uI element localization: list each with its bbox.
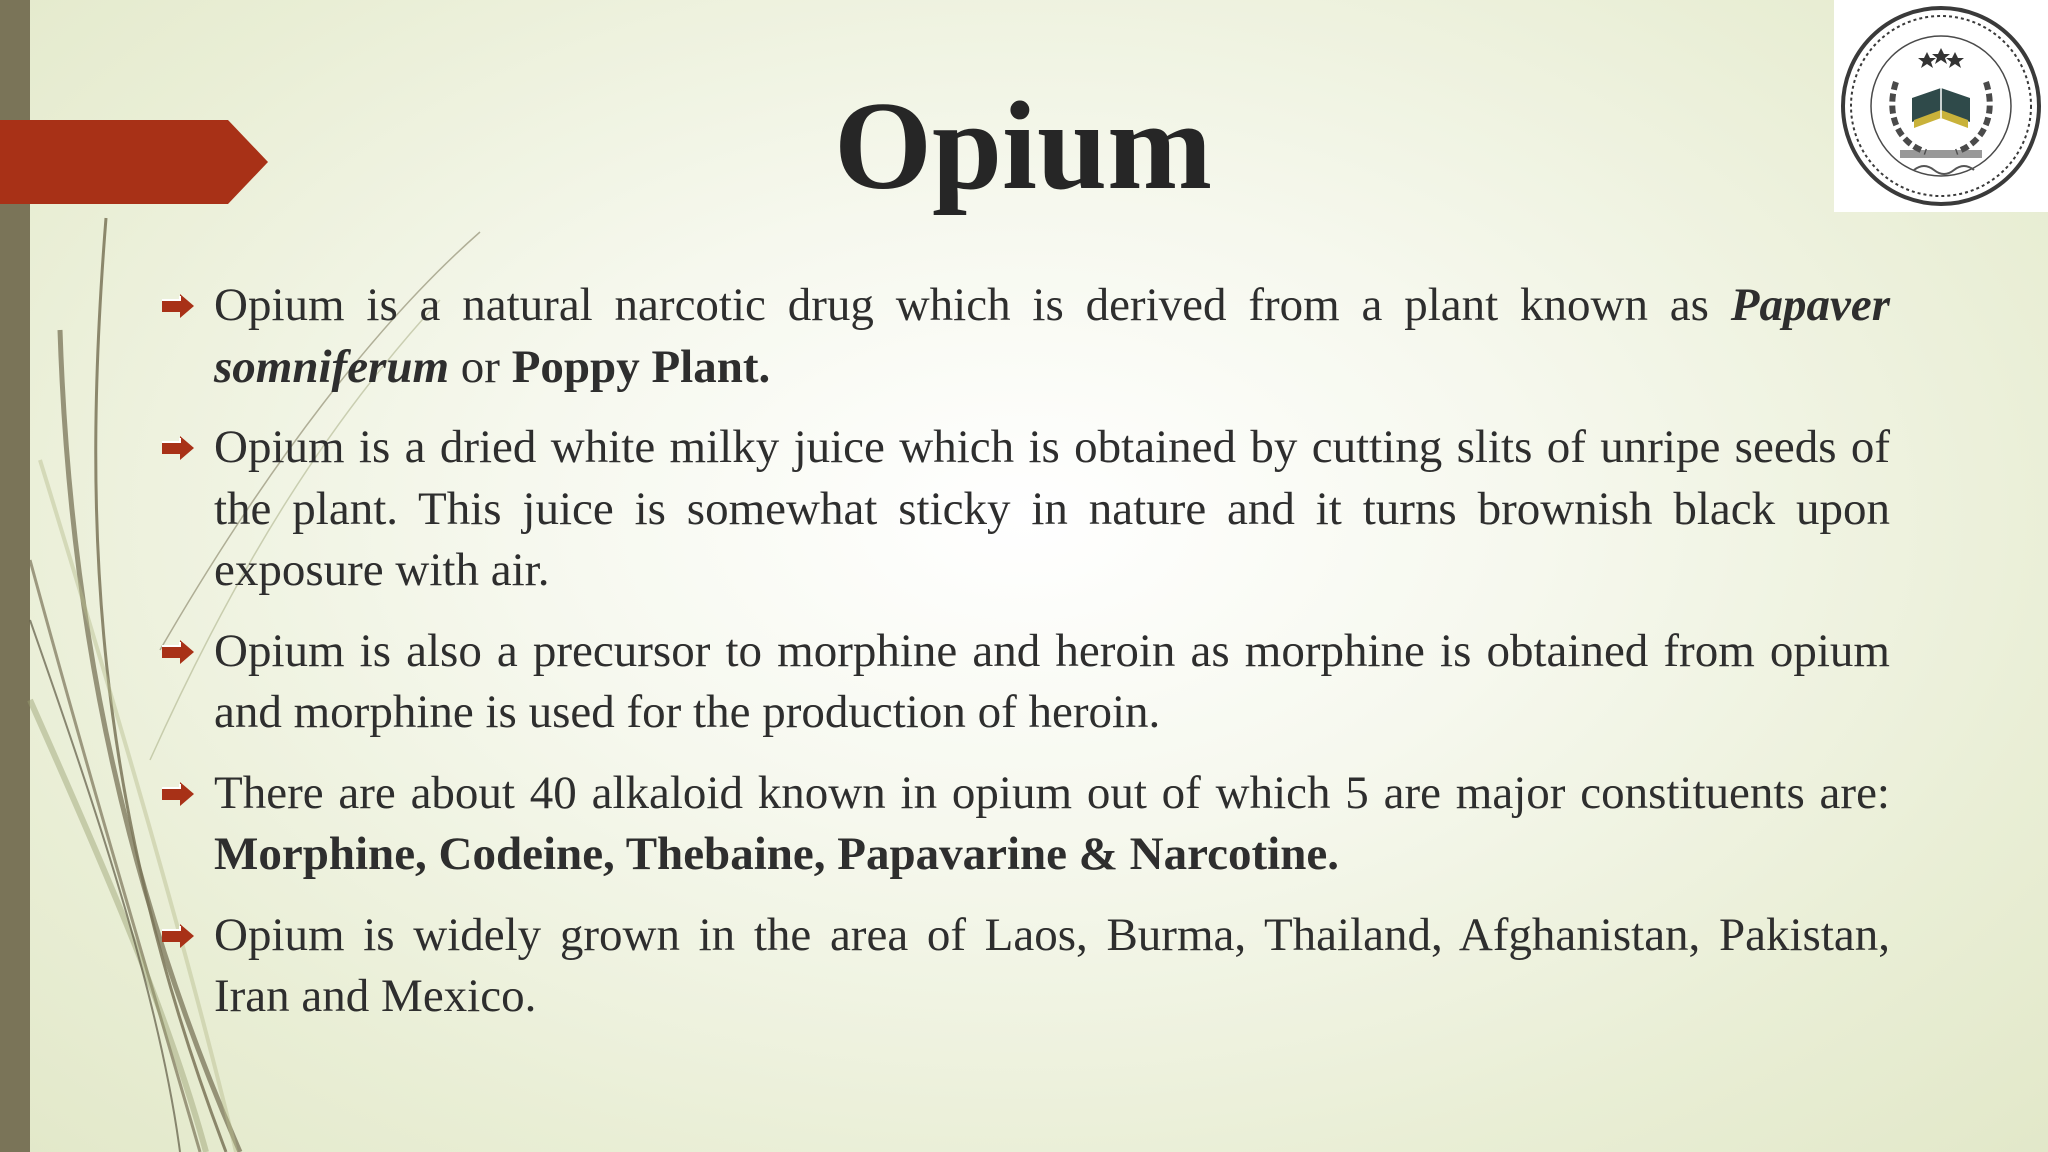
- bullet-item: [158, 275, 1890, 398]
- arrow-bullet-icon: [160, 293, 196, 319]
- bullet-item: [158, 621, 1890, 744]
- bullet-text-segment: or: [449, 340, 512, 393]
- slide-title: Opium: [833, 77, 1213, 216]
- bullet-text-segment: Papaver somniferum: [214, 279, 1890, 393]
- bullet-text-segment: Opium is also a precursor to morphine and heroin as morphine is obtained from opium and morphine is used for the production of heroin.: [214, 624, 1890, 738]
- arrow-bullet-icon: [160, 781, 196, 807]
- bullet-text-segment: Opium is widely grown in the area of Laos, Burma, Thailand, Afghanistan, Pakistan, Iran and Mexico.: [214, 908, 1890, 1022]
- bullet-item: [158, 763, 1890, 886]
- arrow-bullet-icon: [160, 923, 196, 949]
- bullet-item: [158, 905, 1890, 1028]
- bullet-text-segment: There are about 40 alkaloid known in opium out of which 5 are major constituents are:: [214, 766, 1890, 819]
- bullet-list: [158, 275, 1890, 1047]
- bullet-text-segment: Poppy Plant.: [511, 340, 771, 393]
- bullet-text-segment: Morphine, Codeine, Thebaine, Papavarine & Narcotine.: [214, 828, 1339, 880]
- bullet-text-segment: Opium is a natural narcotic drug which is derived from a plant known as: [214, 279, 1731, 331]
- arrow-bullet-icon: [160, 639, 196, 665]
- arrow-bullet-icon: [160, 435, 196, 461]
- bullet-text-segment: Opium is a dried white milky juice which is obtained by cutting slits of unripe seeds of the plant. This juice is somewhat sticky in nature and it turns brownish black upon exposure with air.: [214, 421, 1890, 596]
- bullet-item: [158, 417, 1890, 602]
